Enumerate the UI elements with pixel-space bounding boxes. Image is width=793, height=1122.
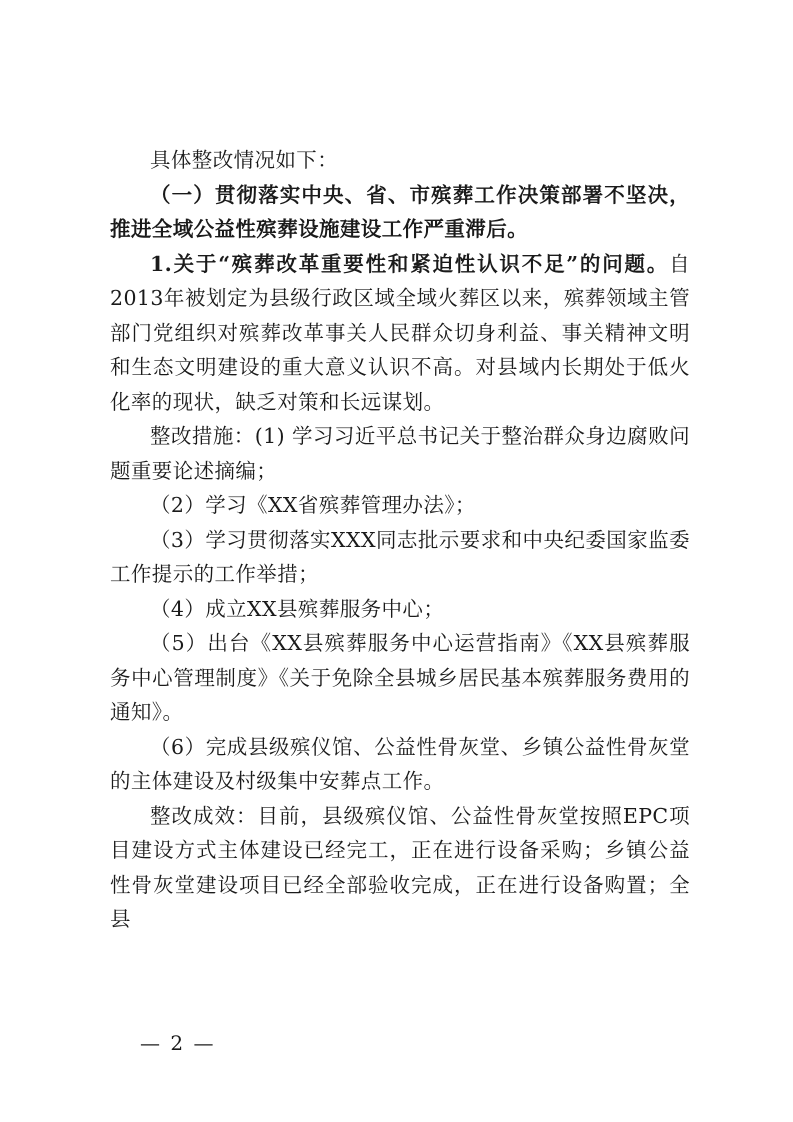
item-1-title: 1.关于“殡葬改革重要性和紧迫性认识不足”的问题。: [150, 251, 670, 276]
intro-paragraph: 具体整改情况如下：: [150, 148, 339, 172]
section-heading: （一）贯彻落实中央、省、市殡葬工作决策部署不坚决，推进全域公益性殡葬设施建设工作严重滞后。: [110, 182, 690, 241]
measure-paragraph: （4）成立XX县殡葬服务中心；: [150, 596, 445, 621]
item-1-paragraph: [110, 247, 690, 420]
result-paragraph: 整改成效：目前，县级殡仪馆、公益性骨灰堂按照EPC项目建设方式主体建设已经完工，正在进行设备采购；乡镇公益性骨灰堂建设项目已经全部验收完成，正在进行设备购置；全县: [110, 803, 690, 931]
document-body: [110, 143, 690, 937]
measure-paragraph: （5）出台《XX县殡葬服务中心运营指南》《XX县殡葬服务中心管理制度》《关于免除全县城乡居民基本殡葬服务费用的通知》。: [110, 631, 690, 724]
measure-paragraph: 整改措施：(1) 学习习近平总书记关于整治群众身边腐败问题重要论述摘编；: [110, 424, 690, 483]
measure-paragraph: （3）学习贯彻落实XXX同志批示要求和中央纪委国家监委工作提示的工作举措；: [110, 527, 690, 586]
measure-paragraph: （2）学习《XX省殡葬管理办法》；: [150, 493, 476, 517]
measure-paragraph: （6）完成县级殡仪馆、公益性骨灰堂、乡镇公益性骨灰堂的主体建设及村级集中安葬点工作。: [110, 734, 690, 793]
page-number: — 2 —: [140, 1031, 216, 1055]
item-1-body: 自2013年被划定为县级行政区域全域火葬区以来，殡葬领域主管部门党组织对殡葬改革事关人民群众切身利益、事关精神文明和生态文明建设的重大意义认识不高。对县域内长期处于低火化率的现状，缺乏对策和长远谋划。: [110, 251, 690, 414]
